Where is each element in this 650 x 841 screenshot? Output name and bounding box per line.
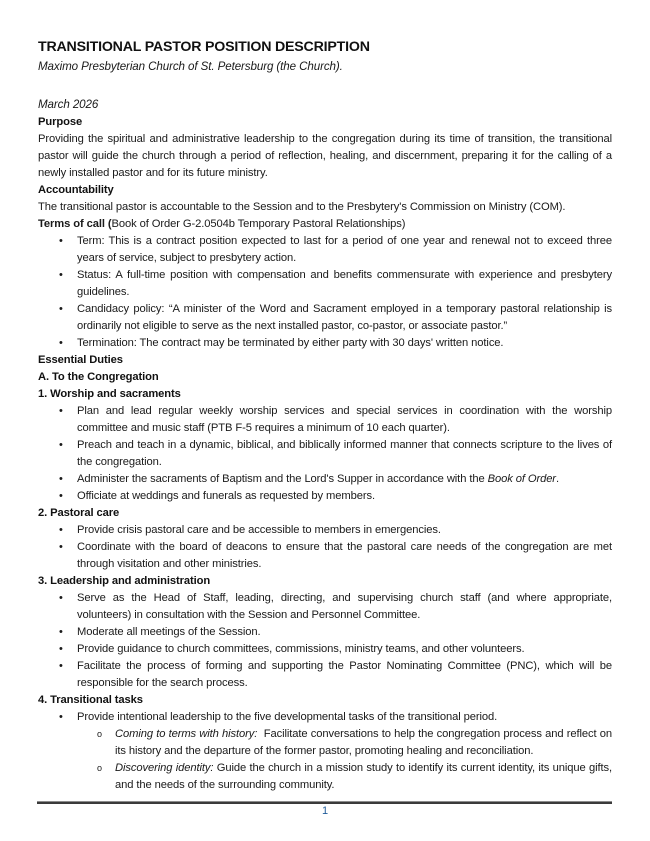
terms-heading	[38, 216, 612, 233]
document-title: TRANSITIONAL PASTOR POSITION DESCRIPTION	[38, 39, 370, 55]
bullet-icon: •	[59, 626, 63, 638]
transitional-tasks-heading: 4. Transitional tasks	[38, 694, 143, 706]
list-item	[38, 471, 612, 488]
task-text: Guide the church in a mission study to identify its current identity, its unique gifts, and the needs of the surrounding community.	[115, 762, 612, 791]
list-item	[38, 335, 612, 352]
list-item-text: Officiate at weddings and funerals as requested by members.	[77, 490, 375, 502]
worship-heading: 1. Worship and sacraments	[38, 388, 181, 400]
transitional-tasks-list	[38, 709, 612, 794]
bullet-icon: •	[59, 541, 63, 553]
footer-divider-dark	[37, 802, 612, 804]
purpose-heading: Purpose	[38, 116, 83, 128]
list-item	[38, 488, 612, 505]
essential-duties-heading: Essential Duties	[38, 354, 123, 366]
terms-heading-bold: Terms of call (	[38, 218, 112, 230]
list-item	[38, 590, 612, 624]
task-text: Facilitate conversations to help the congregation process and reflect on its history and the departure of the former pastor, promoting healing and reconciliation.	[115, 728, 612, 757]
pastoral-care-heading: 2. Pastoral care	[38, 507, 120, 519]
list-item	[38, 709, 612, 794]
list-item-text: Serve as the Head of Staff, leading, directing, and supervising church staff (and where appropriate, volunteers) in consultation with the Session and Personnel Committee.	[77, 592, 612, 621]
list-item	[38, 437, 612, 471]
list-item	[38, 539, 612, 573]
list-item-text: Status: A full-time position with compensation and benefits commensurate with experience and presbytery guidelines.	[77, 269, 612, 298]
bullet-icon: •	[59, 643, 63, 655]
list-item-text: Coordinate with the board of deacons to ensure that the pastoral care needs of the congregation are met through visitation and other ministries.	[77, 541, 612, 570]
list-item	[38, 301, 612, 335]
section-a-heading: A. To the Congregation	[38, 371, 159, 383]
bullet-icon: •	[59, 490, 63, 502]
bullet-icon: •	[59, 660, 63, 672]
list-item-text: Plan and lead regular weekly worship services and special services in coordination with the worship committee and music staff (PTB F-5 requires a minimum of 10 each quarter).	[77, 405, 612, 434]
pastoral-care-list	[38, 522, 612, 573]
page-number: 1	[321, 805, 329, 817]
list-item	[38, 403, 612, 437]
sub-list-item	[77, 760, 612, 794]
task-label: Coming to terms with history:	[115, 728, 258, 740]
bullet-icon: •	[59, 524, 63, 536]
leadership-list	[38, 590, 612, 692]
list-item	[38, 267, 612, 301]
list-item-text: Termination: The contract may be terminated by either party with 30 days' written notice.	[77, 337, 504, 349]
book-of-order-ref: Book of Order	[487, 473, 556, 485]
list-item-text: Provide guidance to church committees, commissions, ministry teams, and other volunteers.	[77, 643, 525, 655]
list-item-text: Candidacy policy: “A minister of the Word and Sacrament employed in a temporary pastoral relationship is ordinarily not eligible to serve as the next installed pastor, co-pastor, or associate pastor.”	[77, 303, 612, 332]
list-item	[38, 522, 612, 539]
bullet-icon: •	[59, 337, 63, 349]
list-item-text: Moderate all meetings of the Session.	[77, 626, 261, 638]
church-name: Maximo Presbyterian Church of St. Petersburg (the Church).	[38, 60, 343, 73]
leadership-heading: 3. Leadership and administration	[38, 575, 211, 587]
bullet-icon: •	[59, 235, 63, 247]
terms-heading-ref: Book of Order G-2.0504b Temporary Pastoral Relationships)	[111, 218, 406, 230]
list-item	[38, 624, 612, 641]
list-item-text-end: .	[555, 473, 559, 485]
terms-list	[38, 233, 612, 352]
list-item-text: Term: This is a contract position expected to last for a period of one year and renewal not to exceed three years of service, subject to presbytery action.	[77, 235, 612, 264]
document-page	[38, 38, 612, 794]
list-item-text: Provide intentional leadership to the five developmental tasks of the transitional period.	[77, 711, 498, 723]
task-label: Discovering identity:	[115, 762, 214, 774]
accountability-text: The transitional pastor is accountable to the Session and to the Presbytery's Commission on Ministry (COM).	[38, 201, 566, 213]
list-item-text: Facilitate the process of forming and supporting the Pastor Nominating Committee (PNC), which will be responsible for the search process.	[77, 660, 612, 689]
list-item	[38, 641, 612, 658]
list-item	[38, 233, 612, 267]
list-item-text: Provide crisis pastoral care and be accessible to members in emergencies.	[77, 524, 441, 536]
bullet-icon: •	[59, 269, 63, 281]
list-item	[38, 658, 612, 692]
worship-list	[38, 403, 612, 505]
list-item-text: Administer the sacraments of Baptism and the Lord's Supper in accordance with the	[77, 473, 488, 485]
document-date: March 2026	[38, 98, 99, 111]
bullet-icon: •	[59, 711, 63, 723]
sub-list-item	[77, 726, 612, 760]
list-item-text: Preach and teach in a dynamic, biblical, and biblically informed manner that connects scripture to the lives of the congregation.	[77, 439, 612, 468]
bullet-icon: •	[59, 592, 63, 604]
bullet-icon: •	[59, 405, 63, 417]
purpose-text: Providing the spiritual and administrative leadership to the congregation during its time of transition, the transitional pastor will guide the church through a period of reflection, healing, and discernment, preparing it for the calling of a newly installed pastor and for its future ministry.	[38, 133, 612, 179]
bullet-icon: •	[59, 473, 63, 485]
developmental-tasks-sublist	[77, 726, 612, 794]
hollow-bullet-icon: o	[97, 729, 102, 739]
bullet-icon: •	[59, 439, 63, 451]
accountability-heading: Accountability	[38, 184, 114, 196]
bullet-icon: •	[59, 303, 63, 315]
hollow-bullet-icon: o	[97, 763, 102, 773]
